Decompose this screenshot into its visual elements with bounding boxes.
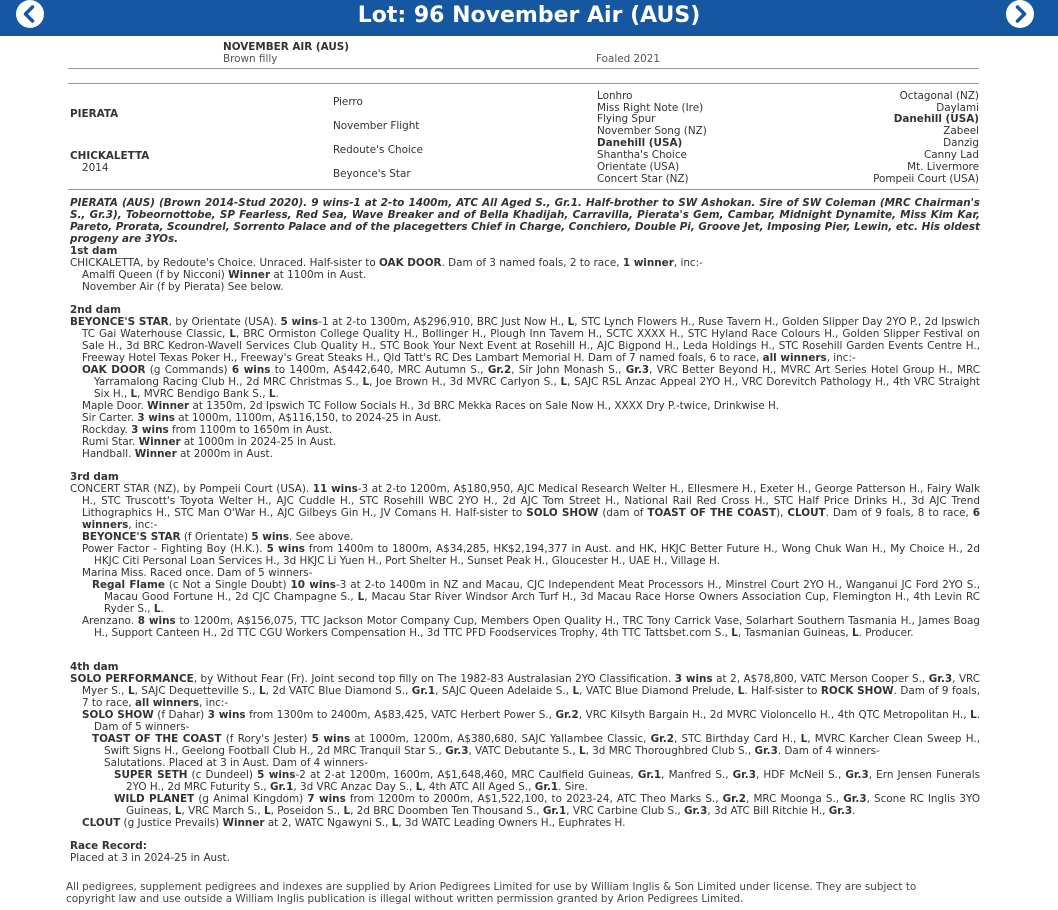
divider: [68, 189, 979, 190]
dam-name: CHICKALETTA: [70, 150, 150, 162]
gen3-item: Concert Star (NZ): [597, 173, 689, 185]
dam-year: 2014: [82, 162, 109, 174]
section-heading: 3rd dam: [70, 471, 119, 483]
progeny-entry: WILD PLANET (g Animal Kingdom) 7 wins from 1200m to 2000m, A$1,522,100, to 2023-24, ATC Theo Marks S., Gr.2, MRC Moonga S., Gr.3, Scone RC Inglis 3YO Guineas, L, VRC March S., L, Poseidon S., L, 2d BRC Doomben Ten Thousand S., Gr.1, VRC Carbine Club S., Gr.3, 3d ATC Bill Ritchie H., Gr.3.: [114, 793, 980, 817]
progeny-entry: Handball. Winner at 2000m in Aust.: [82, 448, 273, 460]
section-heading: 2nd dam: [70, 304, 121, 316]
progeny-entry: Arenzano. 8 wins to 1200m, A$156,075, TTC Jackson Motor Company Cup, Members Open Quality H., TRC Tony Carrick Vase, Solarhart Southern Tasmania H., James Boag H., Support Canteen H., 2d TTC CGU Workers Compensation H., 3d TTC PFD Foodservices Trophy, 4th TTC Tattsbet.com S., L, Tasmanian Guineas, L. Producer.: [82, 615, 980, 639]
dam-entry: CHICKALETTA, by Redoute's Choice. Unraced. Half-sister to OAK DOOR. Dam of 3 named foals, 2 to race, 1 winner, inc:-: [70, 257, 703, 269]
gen4-item: Octagonal (NZ): [899, 90, 979, 102]
progeny-entry: Power Factor - Fighting Boy (H.K.). 5 wins from 1400m to 1800m, A$34,285, HK$2,194,377 in Aust. and HK, HKJC Better Future H., Wong Chuk Wan H., My Choice H., 2d HKJC Citi Personal Loan Services H., 3d HKJC Li Yuen H., Port Shelter H., Sunset Peak H., Gloucester H., UAE H., Village H.: [82, 543, 981, 567]
gen3-item: Danehill (USA): [597, 137, 683, 149]
sire-name: PIERATA: [70, 108, 119, 120]
race-record-text: Placed at 3 in 2024-25 in Aust.: [70, 852, 230, 864]
gen4-item: Pompeii Court (USA): [873, 173, 979, 185]
gen3-item: Shantha's Choice: [597, 149, 687, 161]
gen3-item: Flying Spur: [597, 113, 656, 125]
horse-name: NOVEMBER AIR (AUS): [223, 41, 350, 53]
gen2-item: Pierro: [333, 96, 363, 108]
race-record-section: [70, 840, 980, 864]
chevron-right-icon: [1006, 0, 1034, 28]
progeny-entry: CLOUT (g Justice Prevails) Winner at 2, WATC Ngawyni S., L, 3d WATC Leading Owners H., Euphrates H.: [82, 817, 626, 829]
next-lot-button[interactable]: [1006, 0, 1034, 28]
gen3-item: November Song (NZ): [597, 125, 707, 137]
sire-summary: PIERATA (AUS) (Brown 2014-Stud 2020). 9 wins-1 at 2-to 1400m, ATC All Aged S., Gr.1. Half-brother to SW Ashokan. Sire of SW Coleman (MRC Chairman's S., Gr.3), Tobeornottobe, SP Fearless, Red Sea, Wave Breaker and of Bella Khadijah, Carravilla, Pierata's Gem, Cambar, Midnight Dynamite, Miss Kim Kar, Pareto, Prorata, Scoundrel, Sorrento Palace and of the placegetters Chief in Charge, Conchiero, Double Pi, Groove Jet, Imposing Pier, Lewin, etc. His oldest progeny are 3YOs.: [70, 197, 980, 245]
copyright-footer: All pedigrees, supplement pedigrees and indexes are supplied by Arion Pedigrees Limited for use by William Inglis & Son Limited under license. They are subject to copyright law and use outside a William Inglis publication is illegal without written permission granted by Arion Pedigrees Limited.: [66, 881, 917, 905]
gen3-item: Orientate (USA): [597, 161, 680, 173]
first-dam-section: [70, 245, 980, 293]
gen3-item: Lonhro: [597, 90, 633, 102]
gen4-item: Canny Lad: [924, 149, 979, 161]
dam-entry: BEYONCE'S STAR, by Orientate (USA). 5 wins-1 at 2-to 1300m, A$296,910, BRC Just Now H., L, STC Lynch Flowers H., Ruse Tavern H., Golden Slipper Day 2YO P., 2d Ipswich TC Gai Waterhouse Classic, L, BRC Ormiston College Quality H., Bollinger H., Plough Inn Tavern H., SCTC XXXX H., STC Hyland Race Colours H., Golden Slipper Festival on Sale H., 3d BRC Kedron-Wavell Services Club Quality H., STC Book Your Next Event at Rosehill H., AJC Bigpond H., Leda Holdings H., STC Rosehill Garden Events Centre H., Freeway Hotel Texas Poker H., Freeway's Great Steaks H., Qld Tatt's RC Des Lambart Memorial H. Dam of 7 named foals, 6 to race, all winners, inc:-: [70, 316, 980, 364]
progeny-entry: BEYONCE'S STAR (f Orientate) 5 wins. See above.: [82, 531, 354, 543]
progeny-entry: November Air (f by Pierata) See below.: [82, 281, 284, 293]
fourth-dam-section: [70, 661, 980, 829]
gen4-item: Mt. Livermore: [907, 161, 979, 173]
gen2-item: November Flight: [333, 120, 420, 132]
section-heading: Race Record:: [70, 840, 147, 852]
gen2-item: Redoute's Choice: [333, 144, 423, 156]
dam-entry: CONCERT STAR (NZ), by Pompeii Court (USA). 11 wins-3 at 2-to 1200m, A$180,950, AJC Medical Research Welter H., Ellesmere H., Exeter H., George Patterson H., Fairy Walk H., STC Truscott's Toyota Welter H., AJC Cuddle H., STC Rosehill WBC 2YO H., 2d AJC Tom Street H., National Rail Red Cross H., STC Half Price Drinks H., 3d AJC Trend Lithographics H., STC Man O'War H., AJC Gilbeys Gin H., JV Comans H. Half-sister to SOLO SHOW (dam of TOAST OF THE COAST), CLOUT. Dam of 9 foals, 8 to race, 6 winners, inc:-: [70, 483, 980, 531]
gen4-item: Daylami: [936, 102, 979, 114]
page-title: Lot: 96 November Air (AUS): [357, 3, 701, 28]
progeny-entry: Salutations. Placed at 3 in Aust. Dam of 4 winners-: [104, 757, 368, 769]
section-heading: 1st dam: [70, 245, 118, 257]
foaled-year: Foaled 2021: [596, 53, 660, 65]
gen4-item: Zabeel: [943, 125, 979, 137]
progeny-entry: SOLO SHOW (f Dahar) 3 wins from 1300m to 2400m, A$83,425, VATC Herbert Power S., Gr.2, VRC Kilsyth Bargain H., 2d MVRC Violoncello H., 4th QTC Metropolitan H., L. Dam of 5 winners-: [82, 709, 981, 733]
progeny-entry: Marina Miss. Raced once. Dam of 5 winners-: [82, 567, 313, 579]
gen4-item: Danzig: [943, 137, 979, 149]
second-dam-section: [70, 304, 980, 460]
progeny-entry: Regal Flame (c Not a Single Doubt) 10 wins-3 at 2-to 1400m in NZ and Macau, CJC Independent Meat Processors H., Minstrel Court 2YO H., Wanganui JC Ford 2YO S., Macau Good Fortune H., 2d CJC Champagne S., L, Macau Star River Windsor Arch Turf H., 3d Macau Race Horse Owners Association Cup, Flemington H., 4th Levin RC Ryder S., L.: [92, 579, 981, 615]
gen4-item: Danehill (USA): [893, 113, 979, 125]
progeny-entry: SUPER SETH (c Dundeel) 5 wins-2 at 2-at 1200m, 1600m, A$1,648,460, MRC Caulfield Guineas, Gr.1, Manfred S., Gr.3, HDF McNeil S., Gr.3, Ern Jensen Funerals 2YO H., 2d MRC Futurity S., Gr.1, 3d VRC Anzac Day S., L, 4th ATC All Aged S., Gr.1. Sire.: [114, 769, 980, 793]
progeny-entry: TOAST OF THE COAST (f Rory's Jester) 5 wins at 1000m, 1200m, A$380,680, SAJC Yallambee Classic, Gr.2, STC Birthday Card H., L, MVRC Karcher Clean Sweep H., Swift Signs H., Geelong Football Club H., 2d MRC Tranquil Star S., Gr.3, VATC Debutante S., L, 3d MRC Thoroughbred Club S., Gr.3. Dam of 4 winners-: [92, 733, 980, 757]
progeny-entry: Maple Door. Winner at 1350m, 2d Ipswich TC Follow Socials H., 3d BRC Mekka Races on Sale Now H., XXXX Dry P.-twice, Drinkwise H.: [82, 400, 779, 412]
progeny-entry: OAK DOOR (g Commands) 6 wins to 1400m, A$442,640, MRC Autumn S., Gr.2, Sir John Monash S., Gr.3, VRC Better Beyond H., MVRC Art Series Hotel Group H., MRC Yarramalong Racing Club H., 2d MRC Christmas S., L, Joe Brown H., 3d MVRC Carlyon S., L, SAJC RSL Anzac Appeal 2YO H., VRC Dorevitch Pathology H., 4th VRC Straight Six H., L, MVRC Bendigo Bank S., L.: [82, 364, 981, 400]
section-heading: 4th dam: [70, 661, 119, 673]
divider: [68, 83, 979, 84]
divider: [68, 68, 979, 69]
dam-entry: SOLO PERFORMANCE, by Without Fear (Fr). Joint second top filly on The 1982-83 Australasian 2YO Classification. 3 wins at 2, A$78,800, VATC Merson Cooper S., Gr.3, VRC Myer S., L, SAJC Dequetteville S., L, 2d VATC Blue Diamond S., Gr.1, SAJC Queen Adelaide S., L, VATC Blue Diamond Prelude, L. Half-sister to ROCK SHOW. Dam of 9 foals, 7 to race, all winners, inc:-: [70, 673, 981, 709]
gen2-item: Beyonce's Star: [333, 168, 411, 180]
gen3-item: Miss Right Note (Ire): [597, 102, 704, 114]
progeny-entry: Rockday. 3 wins from 1100m to 1650m in Aust.: [82, 424, 333, 436]
horse-color-sex: Brown filly: [223, 53, 278, 65]
progeny-entry: Rumi Star. Winner at 1000m in 2024-25 in Aust.: [82, 436, 337, 448]
third-dam-section: [70, 471, 980, 639]
progeny-entry: Amalfi Queen (f by Nicconi) Winner at 1100m in Aust.: [82, 269, 367, 281]
title-bar: [0, 0, 1058, 36]
progeny-entry: Sir Carter. 3 wins at 1000m, 1100m, A$116,150, to 2024-25 in Aust.: [82, 412, 442, 424]
